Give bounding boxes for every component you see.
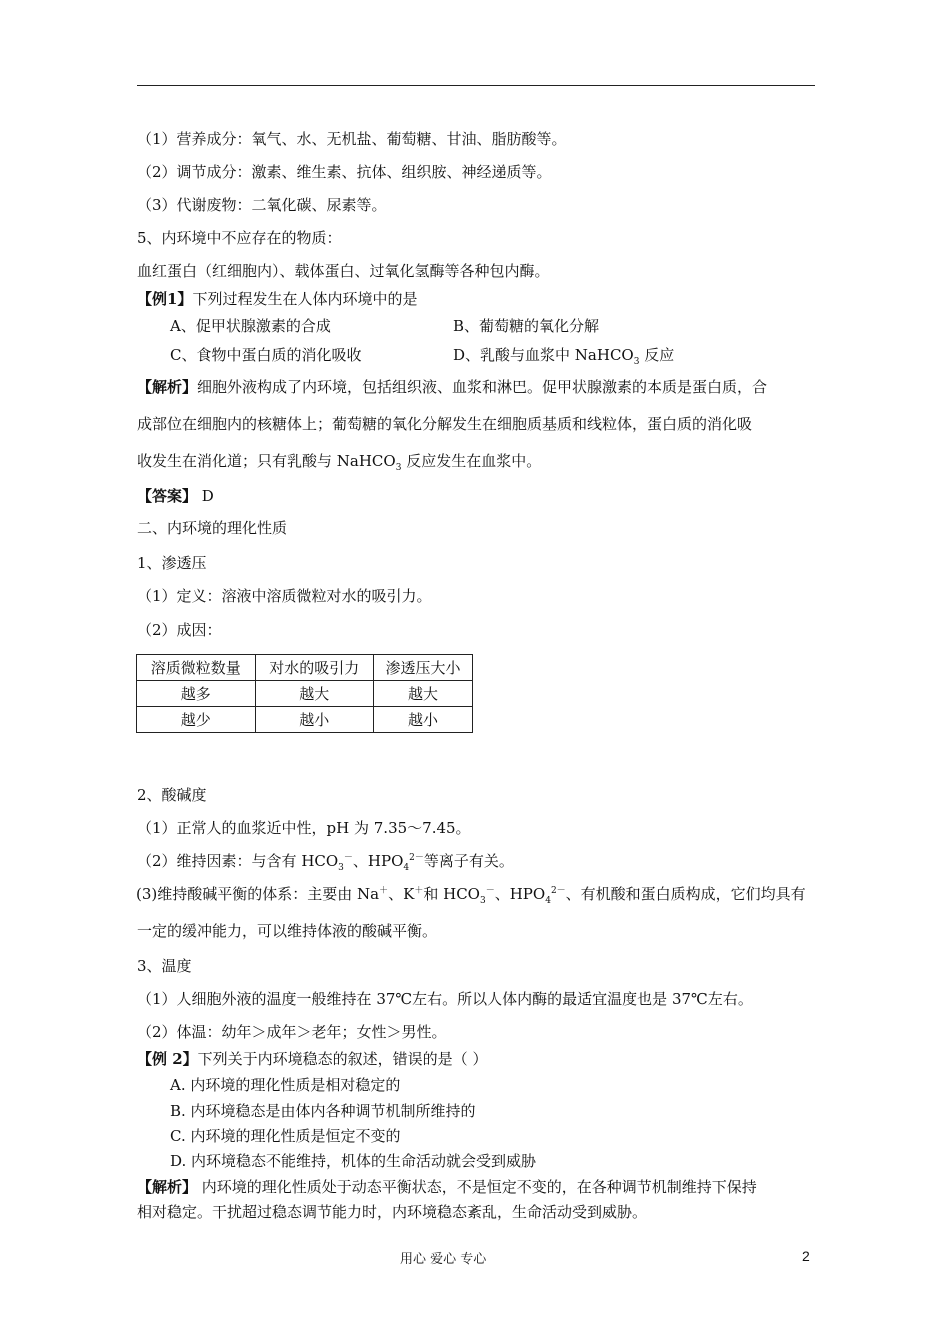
analysis-1-text-3: 收发生在消化道；只有乳酸与 NaHCO [137, 452, 396, 470]
option-d-text-tail: 反应 [639, 346, 675, 364]
para-nutrients: （1）营养成分：氧气、水、无机盐、葡萄糖、甘油、脂肪酸等。 [137, 130, 567, 148]
buffer-text: 、HPO [494, 885, 546, 903]
option-d-text: D、乳酸与血浆中 NaHCO [453, 346, 634, 364]
para-waste: （3）代谢废物：二氧化碳、尿素等。 [137, 196, 387, 214]
superscript: － [343, 853, 353, 863]
analysis-1-text-3-tail: 反应发生在血浆中。 [401, 452, 542, 470]
example-2-option-b: B. 内环境稳态是由体内各种调节机制所维持的 [170, 1102, 476, 1120]
header-rule [137, 85, 815, 86]
subscript: 3 [633, 357, 640, 367]
table-cell: 越小 [374, 707, 473, 733]
osmotic-cause: （2）成因： [137, 621, 222, 639]
ph-factors-text-mid: 、HPO [352, 852, 404, 870]
example-2-option-d: D. 内环境稳态不能维持，机体的生命活动就会受到威胁 [170, 1152, 537, 1170]
section-2-heading: 二、内环境的理化性质 [137, 519, 288, 537]
page-footer: 用心 爱心 专心 [400, 1252, 487, 1267]
example-2-text: 下列关于内环境稳态的叙述，错误的是（ ） [197, 1050, 488, 1068]
ph-buffer-system-line-2: 一定的缓冲能力，可以维持体液的酸碱平衡。 [137, 922, 438, 940]
body-temperature-order: （2）体温：幼年＞成年＞老年；女性＞男性。 [137, 1023, 447, 1041]
buffer-text: 、K [388, 885, 415, 903]
buffer-text: 和 HCO [423, 885, 480, 903]
table-header: 溶质微粒数量 [137, 655, 256, 681]
ph-factors-text: （2）维持因素：与含有 HCO [137, 852, 339, 870]
example-1-tag: 【例1】 [137, 290, 193, 308]
temperature-normal: （1）人细胞外液的温度一般维持在 37℃左右。所以人体内酶的最适宜温度也是 37℃左右。 [137, 990, 753, 1008]
example-2-option-a: A. 内环境的理化性质是相对稳定的 [170, 1076, 401, 1094]
table-row [137, 681, 473, 707]
para-regulators: （2）调节成分：激素、维生素、抗体、组织胺、神经递质等。 [137, 163, 552, 181]
ph-buffer-system-line-1 [136, 884, 806, 904]
table-cell: 越多 [137, 681, 256, 707]
example-2-tag: 【例 2】 [137, 1050, 198, 1068]
subscript: 3 [338, 863, 344, 873]
example-1-option-a: A、促甲状腺激素的合成 [170, 317, 331, 335]
analysis-2-text: 内环境的理化性质处于动态平衡状态，不是恒定不变的，在各种调节机制维持下保持 [197, 1178, 757, 1196]
answer-tag: 【答案】 [137, 487, 198, 505]
ph-factors [137, 851, 514, 871]
analysis-2-line-1 [137, 1177, 757, 1197]
answer-1 [137, 486, 214, 506]
analysis-1-line-3 [137, 451, 541, 471]
example-2-option-c: C. 内环境的理化性质是恒定不变的 [170, 1127, 401, 1145]
para-heading-5: 5、内环境中不应存在的物质： [137, 229, 342, 247]
table-cell: 越小 [255, 707, 374, 733]
analysis-1-text: 细胞外液构成了内环境，包括组织液、血浆和淋巴。促甲状腺激素的本质是蛋白质，合 [197, 378, 768, 396]
superscript: ＋ [414, 886, 424, 896]
subscript: 3 [395, 463, 402, 473]
buffer-text: 、有机酸和蛋白质构成，它们均具有 [565, 885, 806, 903]
example-1-text: 下列过程发生在人体内环境中的是 [192, 290, 418, 308]
ph-normal: （1）正常人的血浆近中性，pH 为 7.35～7.45。 [137, 819, 471, 837]
example-1-option-c: C、食物中蛋白质的消化吸收 [170, 346, 362, 364]
table-header: 对水的吸引力 [255, 655, 374, 681]
superscript: 2－ [409, 853, 424, 863]
table-cell: 越少 [137, 707, 256, 733]
answer-value: D [197, 487, 214, 505]
section-2-2-heading: 2、酸碱度 [137, 786, 207, 804]
table-header: 渗透压大小 [374, 655, 473, 681]
osmotic-definition: （1）定义：溶液中溶质微粒对水的吸引力。 [137, 587, 432, 605]
subscript: 4 [545, 896, 551, 906]
superscript: － [485, 886, 495, 896]
section-2-1-heading: 1、渗透压 [137, 554, 207, 572]
example-2-question [137, 1049, 487, 1069]
table-header-row [137, 655, 473, 681]
osmotic-table [136, 654, 473, 733]
superscript: ＋ [379, 886, 389, 896]
page-number: 2 [802, 1248, 810, 1264]
analysis-1-line-1 [137, 377, 767, 397]
table-cell: 越大 [255, 681, 374, 707]
buffer-text: (3)维持酸碱平衡的体系：主要由 Na [136, 885, 380, 903]
superscript: 2－ [550, 886, 566, 896]
subscript: 4 [403, 863, 410, 873]
ph-factors-text-tail: 等离子有关。 [423, 852, 514, 870]
analysis-1-line-2: 成部位在细胞内的核糖体上；葡萄糖的氧化分解发生在细胞质基质和线粒体，蛋白质的消化吸 [137, 415, 753, 433]
table-cell: 越大 [374, 681, 473, 707]
section-2-3-heading: 3、温度 [137, 957, 192, 975]
example-1-option-d [453, 345, 674, 365]
analysis-2-tag: 【解析】 [137, 1178, 198, 1196]
subscript: 3 [479, 896, 486, 906]
analysis-2-line-2: 相对稳定。干扰超过稳态调节能力时，内环境稳态紊乱，生命活动受到威胁。 [137, 1203, 648, 1221]
analysis-1-tag: 【解析】 [137, 378, 198, 396]
example-1-question [137, 289, 417, 309]
para-absent-substances: 血红蛋白（红细胞内）、载体蛋白、过氧化氢酶等各种包内酶。 [137, 262, 550, 280]
table-row [137, 707, 473, 733]
example-1-option-b: B、葡萄糖的氧化分解 [453, 317, 600, 335]
